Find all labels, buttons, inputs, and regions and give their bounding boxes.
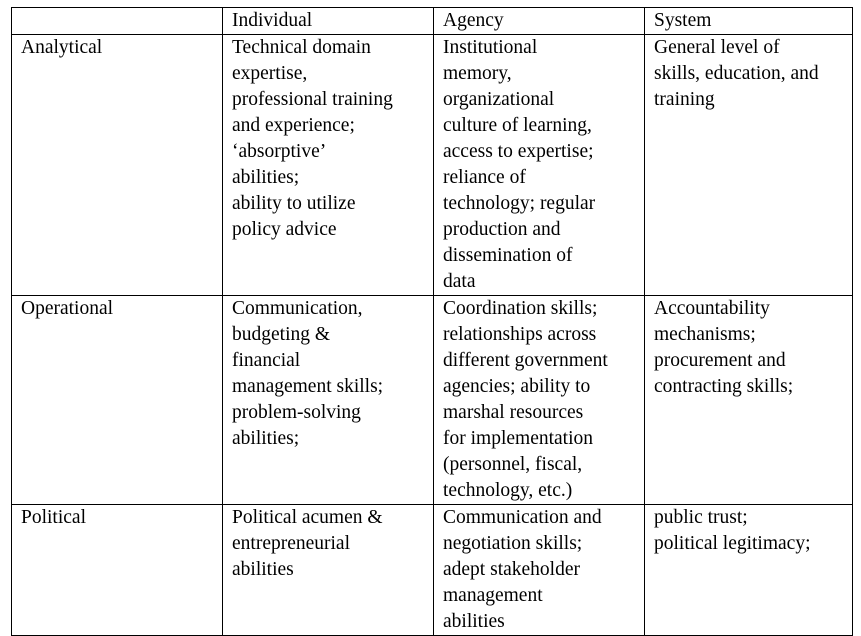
header-cell-individual: Individual (223, 8, 434, 35)
header-cell-corner (12, 8, 223, 35)
row-label-analytical: Analytical (12, 35, 223, 296)
table-row-analytical (12, 35, 853, 296)
row-label-operational: Operational (12, 296, 223, 505)
row-label-political: Political (12, 505, 223, 636)
cell-operational-system: Accountability mechanisms; procurement and contracting skills; (645, 296, 853, 505)
cell-operational-individual: Communication, budgeting & financial management skills; problem-solving abilities; (223, 296, 434, 505)
cell-analytical-individual: Technical domain expertise, professional training and experience; ‘absorptive’ abilities; ability to utilize policy advice (223, 35, 434, 296)
cell-political-agency: Communication and negotiation skills; adept stakeholder management abilities (434, 505, 645, 636)
cell-operational-agency: Coordination skills; relationships across different government agencies; ability to marshal resources for implementation (personnel, fiscal, technology, etc.) (434, 296, 645, 505)
cell-political-system: public trust; political legitimacy; (645, 505, 853, 636)
table-header-row (12, 8, 853, 35)
table-row-operational (12, 296, 853, 505)
header-cell-system: System (645, 8, 853, 35)
cell-political-individual: Political acumen & entrepreneurial abilities (223, 505, 434, 636)
cell-analytical-agency: Institutional memory, organizational culture of learning, access to expertise; reliance of technology; regular production and dissemination of data (434, 35, 645, 296)
header-cell-agency: Agency (434, 8, 645, 35)
cell-analytical-system: General level of skills, education, and training (645, 35, 853, 296)
table-row-political (12, 505, 853, 636)
policy-capacity-table (11, 7, 853, 636)
